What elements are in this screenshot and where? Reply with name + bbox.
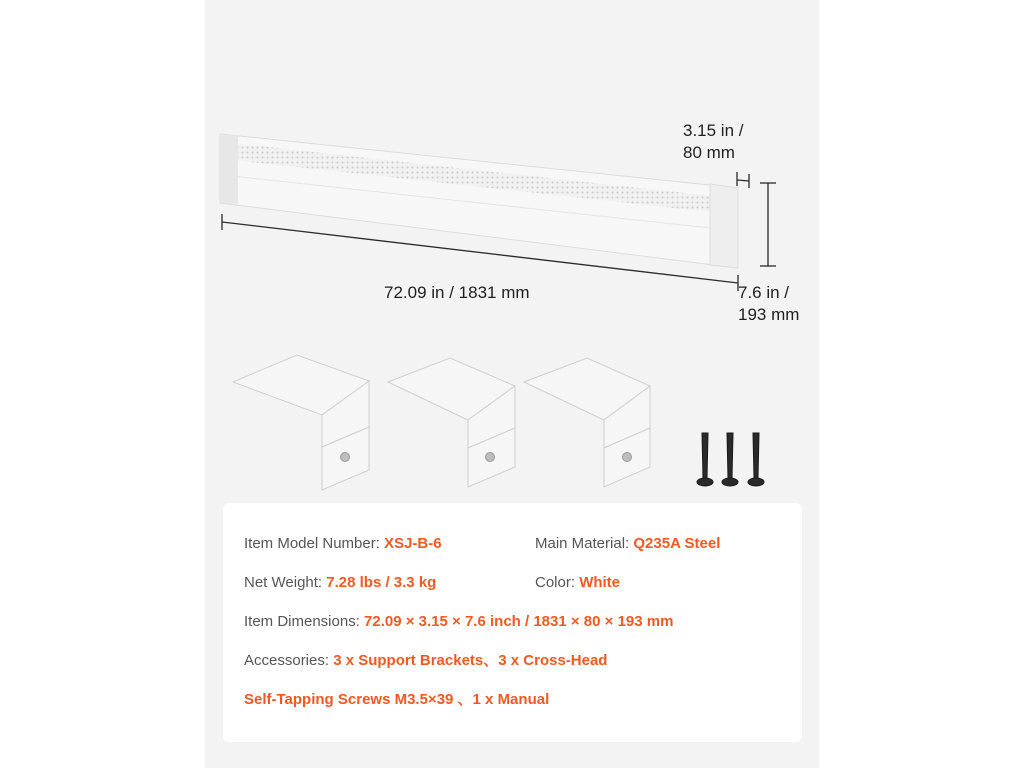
dimensions-label: Item Dimensions: [244, 613, 360, 630]
model-value: XSJ-B-6 [384, 535, 442, 552]
accessories-label: Accessories: [244, 652, 330, 669]
spec-row-accessories [244, 651, 607, 671]
height-line1: 7.6 in / [738, 283, 790, 302]
spec-row-dimensions [244, 612, 673, 632]
dimensions-value: 72.09 × 3.15 × 7.6 inch / 1831 × 80 × 193 mm [364, 613, 674, 630]
material-label: Main Material: [535, 535, 630, 552]
depth-line2: 80 mm [683, 143, 735, 162]
support-bracket-image [233, 355, 650, 490]
color-label: Color: [535, 574, 576, 591]
spec-row-color [535, 573, 620, 593]
spec-card [223, 503, 802, 742]
baseboard-heater-cover-image [220, 134, 738, 268]
depth-line1: 3.15 in / [683, 121, 744, 140]
spec-row-accessories-continued [244, 690, 549, 710]
weight-value: 7.28 lbs / 3.3 kg [326, 574, 437, 591]
screw-image [697, 433, 764, 486]
color-value: White [579, 574, 621, 591]
weight-label: Net Weight: [244, 574, 323, 591]
height-dimension-label [738, 282, 828, 326]
spec-row-weight [244, 573, 436, 593]
material-value: Q235A Steel [633, 535, 721, 552]
model-label: Item Model Number: [244, 535, 380, 552]
accessories-value-line1: 3 x Support Brackets、3 x Cross-Head [333, 652, 608, 669]
accessories-value-line2: Self-Tapping Screws M3.5×39 、1 x Manual [244, 691, 550, 708]
length-dimension-label: 72.09 in / 1831 mm [384, 283, 530, 302]
depth-dimension-label [683, 120, 773, 164]
spec-row-model [244, 534, 442, 554]
spec-row-material [535, 534, 720, 554]
height-line2: 193 mm [738, 305, 800, 324]
